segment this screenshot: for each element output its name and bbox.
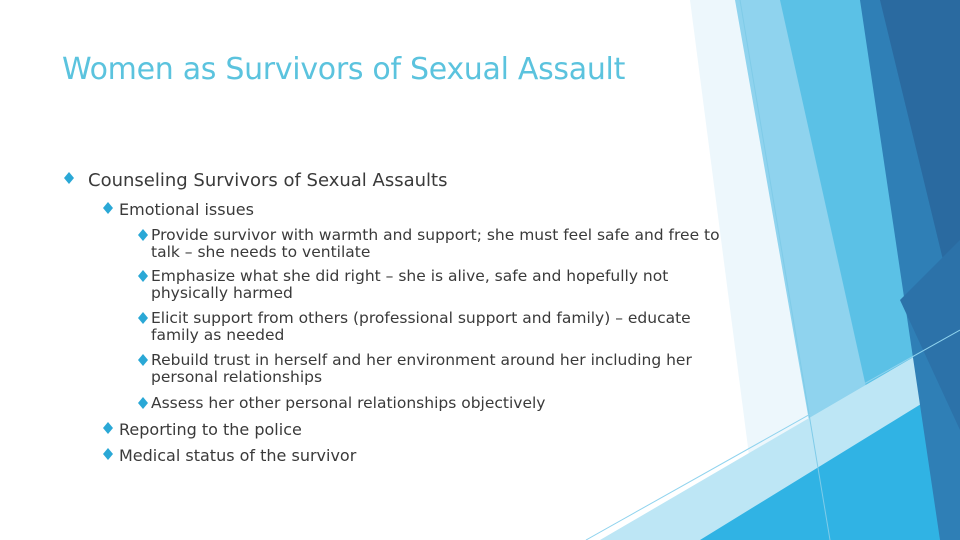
- diamond-bullet-icon: [62, 170, 76, 184]
- bullet-text: Counseling Survivors of Sexual Assaults: [88, 170, 448, 191]
- bullet-text: Emphasize what she did right – she is alive, safe and hopefully not physically harmed: [151, 267, 669, 302]
- bullet-text: Medical status of the survivor: [119, 446, 357, 465]
- bullet-text: Provide survivor with warmth and support; she must feel safe and free to talk – she needs to ventilate: [151, 226, 720, 261]
- diamond-bullet-icon: [101, 446, 115, 460]
- diamond-bullet-icon: [101, 420, 115, 434]
- diamond-bullet-icon: [136, 268, 150, 282]
- bullet-text: Assess her other personal relationships objectively: [151, 394, 546, 412]
- diamond-bullet-icon: [101, 200, 115, 214]
- diamond-bullet-icon: [136, 310, 150, 324]
- bullet-text: Rebuild trust in herself and her environment around her including her personal relationships: [151, 351, 692, 386]
- slide-title: Women as Survivors of Sexual Assault: [62, 52, 626, 87]
- bullet-text: Elicit support from others (professional support and family) – educate family as needed: [151, 309, 691, 344]
- bullet-text: Reporting to the police: [119, 420, 302, 439]
- diamond-bullet-icon: [136, 395, 150, 409]
- bullet-text: Emotional issues: [119, 200, 254, 219]
- diamond-bullet-icon: [136, 227, 150, 241]
- diamond-bullet-icon: [136, 352, 150, 366]
